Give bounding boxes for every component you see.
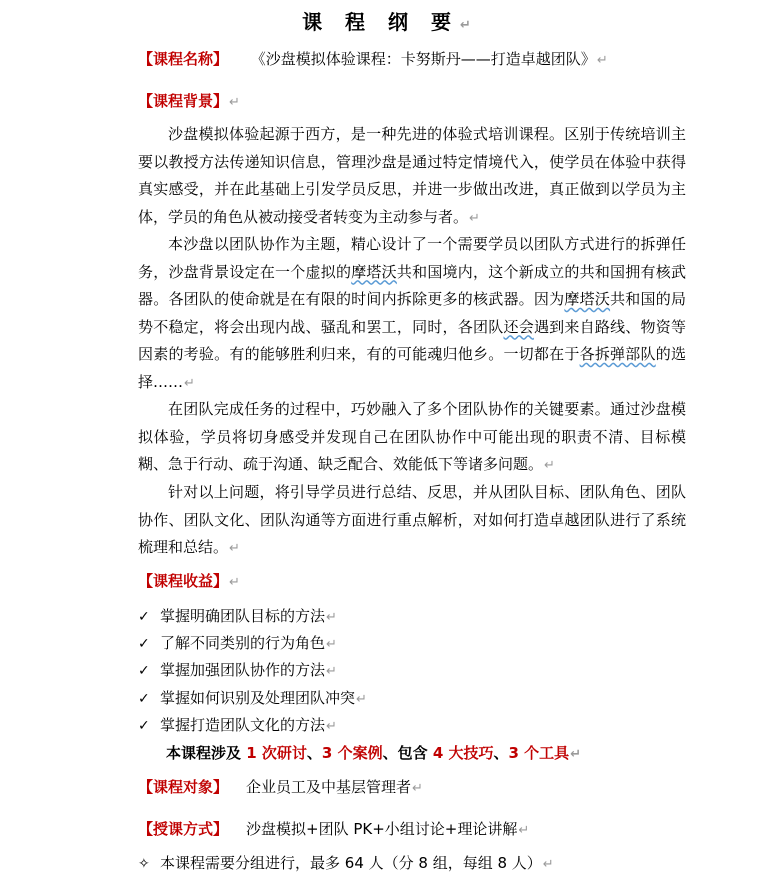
grouping-note: ✧ 本课程需要分组进行，最多 64 人（分 8 组，每组 8 人）↵ <box>138 852 554 876</box>
benefit-item: ✓ 掌握打造团队文化的方法↵ <box>138 714 337 738</box>
benefits-heading: 【课程收益】↵ <box>138 572 240 590</box>
background-paragraph-4: 针对以上问题，将引导学员进行总结、反思，并从团队目标、团队角色、团队协作、团队文化、团队沟通等方面进行重点解析，对如何打造卓越团队进行了系统梳理和总结。↵ <box>138 483 686 556</box>
page-title: 课 程 纲 要↵ <box>302 10 479 34</box>
background-paragraph-2: 本沙盘以团队协作为主题，精心设计了一个需要学员以团队方式进行的拆弹任务，沙盘背景设定在一个虚拟的摩塔沃共和国境内，这个新成立的共和国拥有核武器。各团队的使命就是在有限的时间内拆除更多的核武器。因为摩塔沃共和国的局势不稳定，将会出现内战、骚乱和罢工，同时，各团队还会遇到来自路线、物资等因素的考验。有的能够胜利归来，有的可能魂归他乡。一切都在于各拆弹部队的选择……↵ <box>138 235 686 391</box>
audience-label: 【课程对象】 <box>138 778 229 796</box>
check-icon: ✓ <box>138 691 150 707</box>
check-icon: ✓ <box>138 718 150 734</box>
benefits-summary: 本课程涉及 1 次研讨、3 个案例、包含 4 大技巧、3 个工具↵ <box>166 744 582 762</box>
method-value: 沙盘模拟+团队 PK+小组讨论+理论讲解 <box>246 820 518 838</box>
method-line: 【授课方式】 沙盘模拟+团队 PK+小组讨论+理论讲解↵ <box>138 820 530 838</box>
benefit-item: ✓ 掌握如何识别及处理团队冲突↵ <box>138 687 367 711</box>
benefit-item: ✓ 掌握加强团队协作的方法↵ <box>138 659 337 683</box>
background-paragraph-3: 在团队完成任务的过程中，巧妙融入了多个团队协作的关键要素。通过沙盘模拟体验，学员将切身感受并发现自己在团队协作中可能出现的职责不清、目标模糊、急于行动、疏于沟通、缺乏配合、效能低下等诸多问题。↵ <box>138 400 686 473</box>
check-icon: ✓ <box>138 663 150 679</box>
course-name-label: 【课程名称】 <box>138 50 229 68</box>
check-icon: ✓ <box>138 609 150 625</box>
benefit-item: ✓ 了解不同类别的行为角色↵ <box>138 632 337 656</box>
background-heading: 【课程背景】↵ <box>138 92 240 110</box>
method-label: 【授课方式】 <box>138 820 229 838</box>
benefit-item: ✓ 掌握明确团队目标的方法↵ <box>138 605 337 629</box>
course-name-line: 【课程名称】 《沙盘模拟体验课程：卡努斯丹——打造卓越团队》↵ <box>138 50 608 68</box>
check-icon: ✓ <box>138 636 150 652</box>
audience-line: 【课程对象】 企业员工及中基层管理者↵ <box>138 778 423 796</box>
audience-value: 企业员工及中基层管理者 <box>246 778 412 796</box>
background-paragraph-1: 沙盘模拟体验起源于西方，是一种先进的体验式培训课程。区别于传统培训主要以教授方法传递知识信息，管理沙盘是通过特定情境代入，使学员在体验中获得真实感受，并在此基础上引发学员反思，并进一步做出改进，真正做到以学员为主体，学员的角色从被动接受者转变为主动参与者。↵ <box>138 125 686 226</box>
course-name-value: 《沙盘模拟体验课程：卡努斯丹——打造卓越团队》 <box>250 50 596 68</box>
diamond-bullet-icon: ✧ <box>138 856 150 872</box>
